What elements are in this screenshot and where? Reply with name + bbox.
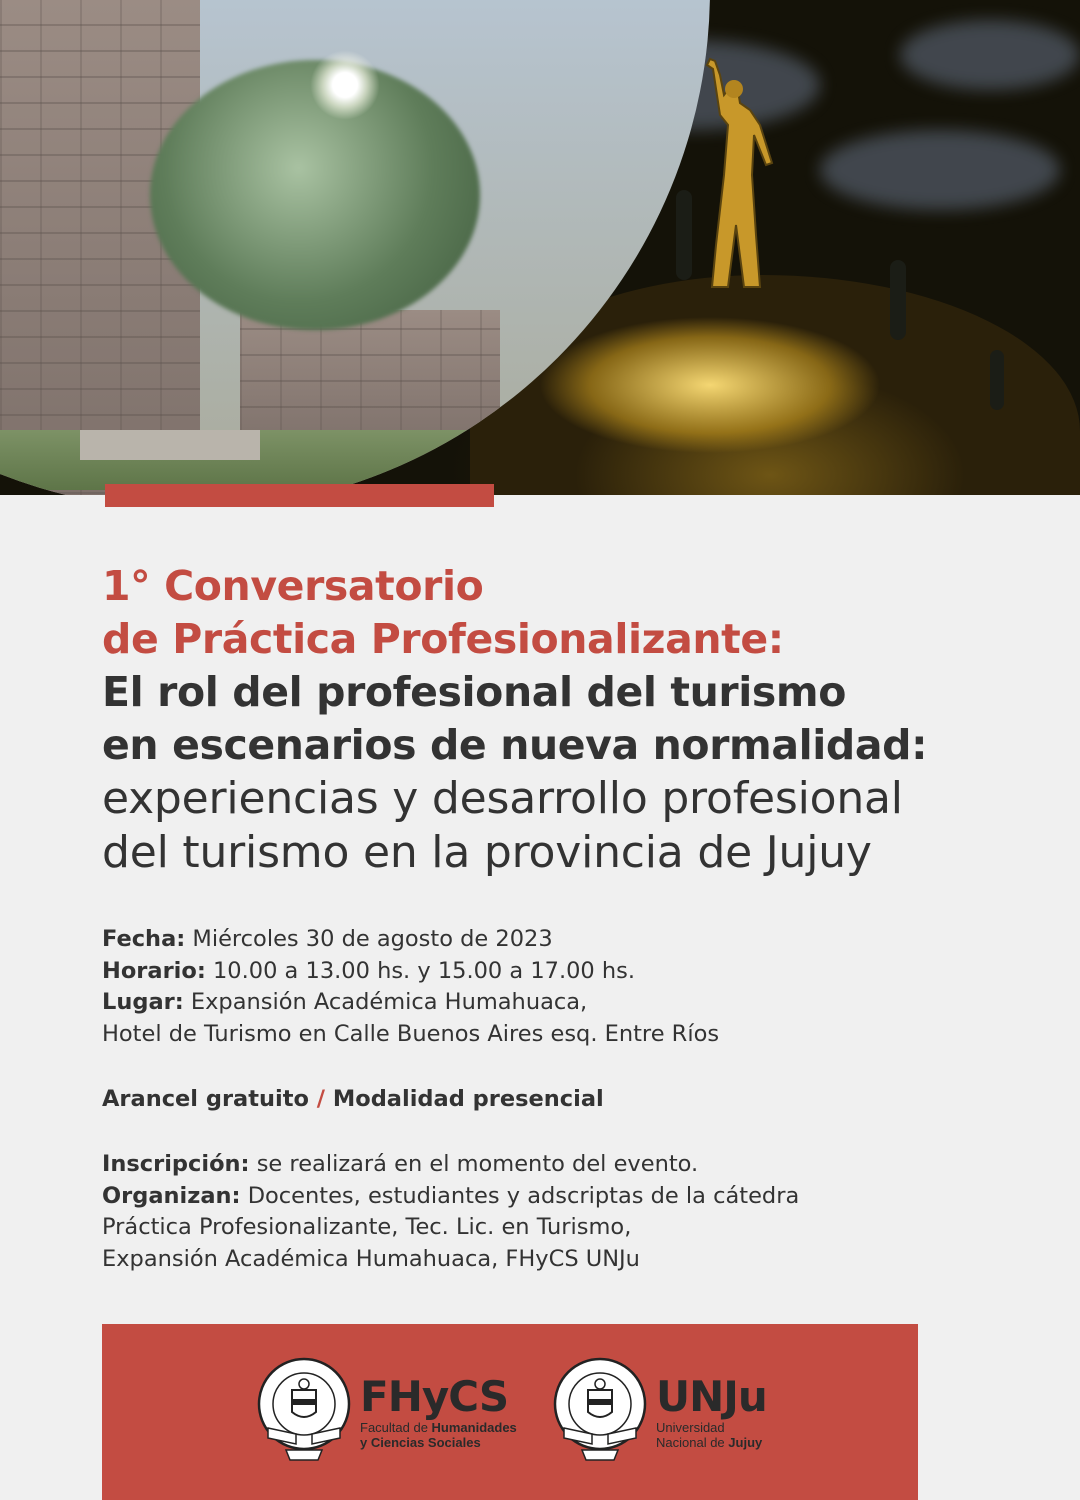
unju-text xyxy=(656,1374,767,1450)
walkway xyxy=(80,430,260,460)
lugar-value: Expansión Académica Humahuaca, xyxy=(183,989,588,1015)
sun xyxy=(310,50,380,120)
modalidad-text: Modalidad presencial xyxy=(332,1086,604,1112)
unju-subtitle-1: Universidad xyxy=(656,1420,725,1435)
fecha-value: Miércoles 30 de agosto de 2023 xyxy=(185,926,553,952)
footer-logos xyxy=(102,1324,918,1500)
event-details xyxy=(102,924,1002,1050)
lugar-row xyxy=(102,987,1002,1019)
organizan-row xyxy=(102,1181,1002,1213)
unju-abbr: UNJu xyxy=(656,1372,767,1421)
separator-slash: / xyxy=(308,1086,333,1112)
horario-value: 10.00 a 13.00 hs. y 15.00 a 17.00 hs. xyxy=(205,957,636,984)
organizan-value: Docentes, estudiantes y adscriptas de la cátedra xyxy=(240,1182,800,1209)
university-seal-icon xyxy=(256,1356,352,1468)
unju-logo xyxy=(552,1356,767,1468)
fhycs-subtitle-1: Facultad de Humanidades xyxy=(360,1420,517,1435)
title-bold-line-1: El rol del profesional del turismo xyxy=(102,668,846,716)
title-red-line-2: de Práctica Profesionalizante: xyxy=(102,615,784,663)
title-red-line-1: 1° Conversatorio xyxy=(102,562,484,610)
arancel-text: Arancel gratuito xyxy=(102,1086,309,1112)
cactus xyxy=(676,190,692,280)
lugar-row-2: Hotel de Turismo en Calle Buenos Aires esq. Entre Ríos xyxy=(102,1020,720,1047)
cactus xyxy=(990,350,1004,410)
fhycs-subtitle-2: y Ciencias Sociales xyxy=(360,1435,481,1450)
fhycs-text xyxy=(360,1374,517,1450)
fecha-label: Fecha: xyxy=(102,926,186,952)
cloud xyxy=(820,130,1060,210)
fecha-row xyxy=(102,924,1002,956)
inscripcion-value: se realizará en el momento del evento. xyxy=(249,1151,699,1177)
subtitle-line-2: del turismo en la provincia de Jujuy xyxy=(102,827,872,878)
organizan-row-3: Expansión Académica Humahuaca, FHyCS UNJu xyxy=(102,1245,640,1272)
fhycs-abbr: FHyCS xyxy=(360,1372,509,1421)
horario-row xyxy=(102,956,1002,988)
lugar-label: Lugar: xyxy=(102,989,184,1015)
event-title xyxy=(102,560,1002,880)
inscripcion-block xyxy=(102,1149,1002,1275)
fhycs-logo xyxy=(256,1356,517,1468)
modalidad-row xyxy=(102,1084,1002,1116)
cloud xyxy=(900,20,1080,90)
accent-bar xyxy=(105,484,494,507)
inscripcion-label: Inscripción: xyxy=(102,1151,250,1177)
title-bold-line-2: en escenarios de nueva normalidad: xyxy=(102,721,928,769)
horario-label: Horario: xyxy=(102,957,206,984)
subtitle-line-1: experiencias y desarrollo profesional xyxy=(102,773,903,824)
cactus xyxy=(890,260,906,340)
university-seal-icon xyxy=(552,1356,648,1468)
organizan-row-2: Práctica Profesionalizante, Tec. Lic. en Turismo, xyxy=(102,1214,632,1240)
organizan-label: Organizan: xyxy=(102,1182,241,1209)
unju-subtitle-2: Nacional de Jujuy xyxy=(656,1435,763,1450)
inscripcion-row xyxy=(102,1149,1002,1181)
hero-banner xyxy=(0,0,1080,495)
